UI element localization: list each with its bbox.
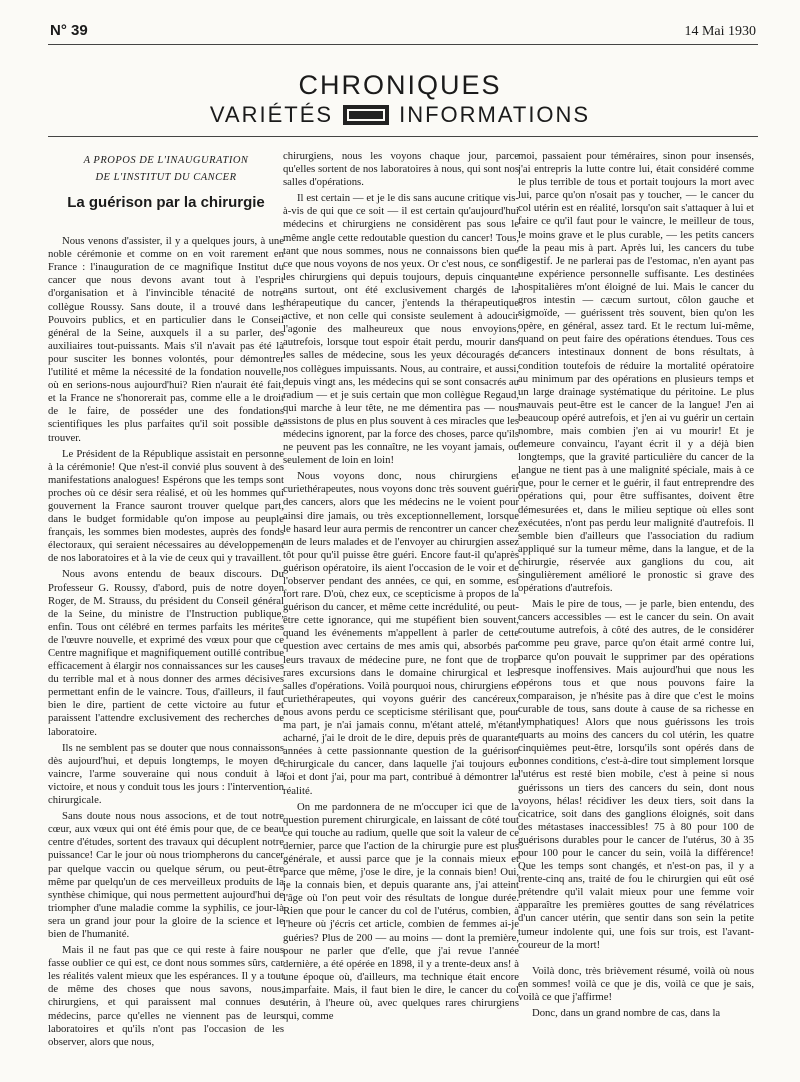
paragraph: Ils ne semblent pas se douter que nous connaissons dès aujourd'hui, et depuis longtemps, le moyen de vaincre, l'arme souveraine qui nous conduit à la victoire, et nous y conduit tous les jours : l'intervention chirurgicale. (48, 741, 284, 807)
article-subtitle-1: A PROPOS DE L'INAUGURATION (83, 155, 249, 166)
article-subtitle-2: DE L'INSTITUT DU CANCER (95, 172, 237, 183)
paragraph: Mais il ne faut pas que ce qui reste à faire nous fasse oublier ce qui est, ce dont nous sommes sûrs, car les réalités valent mieux que les espérances. Il y a tout de même des choses que nous savons, nous, chirurgiens, et qui paraissent mal connues des médecins, parce qu'elles ne viennent pas de leurs laboratoires et qu'ils n'ont pas l'occasion de les observer, alors que nous, (48, 944, 284, 1048)
masthead-rule (48, 136, 758, 137)
header-rule (48, 44, 758, 45)
issue-number: N° 39 (50, 22, 88, 39)
paragraph: Nous voyons donc, nous chirurgiens et curiethérapeutes, nous voyons donc très souvent guérir des cancers, alors que les médecins ne le voient pour ainsi dire jamais, ou très exceptionnellement, lorsque le hasard leur aura permis de rencontrer un cancer chez un de leurs malades et de l'envoyer au chirurgien assez tôt pour qu'il puisse être guéri. Encore faut-il qu'après guérison opératoire, ils aient l'occasion de le voir et de l'observer pendant des années, ce qui, en somme, est fort rare. D'où, chez eux, ce scepticisme à propos de la guérison du cancer, et même cette incrédulité, ou peut-être cette ignorance, qui me stupéfient bien souvent, quand les événements m'appellent à parler de cette question avec certains de mes amis qui, absorbés par leurs travaux de médecine pure, ne font que de trop rares excursions dans le domaine chirurgical et les salles d'opérations. Voilà pourquoi nous, chirurgiens et curiethérapeutes, qui voyons guérir des cancéreux, nous avons perdu ce scepticisme stérilisant que, pour ma part, je n'ai jamais connu, m'étant attelé, m'étant acharné, j'ai le droit de le dire, depuis près de quarante années à cette passionnante question de la guérison chirurgicale du cancer, dans laquelle j'ai toujours eu foi et dont j'ai, pour ma part, contribué à démontrer la réalité. (283, 470, 519, 797)
masthead-logo-icon (343, 105, 389, 125)
masthead-subline (0, 102, 800, 128)
issue-date: 14 Mai 1930 (684, 24, 756, 39)
paragraph: Le Président de la République assistait en personne à la cérémonie! Que n'est-il convié plus souvent à des manifestations analogues! Espérons que les temps sont proches où ce désir sera réalisé, et où les hommes qui gouvernent la France sauront trouver quelque part, dans le budget formidable qu'on impose au peuple français, les sommes bien modestes, auprès des fonds électoraux, qui seraient nécessaires au développement de nos laboratoires et à la vie de ceux qui y travaillent. (48, 447, 284, 565)
paragraph-spacer (518, 955, 754, 965)
paragraph: Il est certain — et je le dis sans aucune critique vis-à-vis de qui que ce soit — il est certain qu'aujourd'hui médecins et chirurgiens ne considèrent pas sous le même angle cette redoutable question du cancer! Tous, tant que nous sommes, nous ne connaissons bien que ce que nous voyons de nos yeux. Or c'est nous, ce sont les chirurgiens qui depuis toujours, depuis cinquante ans surtout, ont été exclusivement chargés de la thérapeutique du cancer, j'entends la thérapeutique active, et non celle qui consiste seulement à adoucir l'agonie des malheureux que nous envoyions, autrefois, lorsque tout espoir était perdu, mourir dans les salles de médecine, sous les yeux découragés de nos collègues impuissants. Nous, au contraire, et aussi, depuis vingt ans, les médecins qui se sont consacrés au radium — et je suis certain que mon collègue Regaud, qui marche à leur tête, ne me démentira pas — nous assistons de plus en plus souvent à ces miracles que les médecins ignorent, par la force des choses, parce qu'ils ne peuvent pas les connaître, ne les voyant jamais, ou seulement de loin en loin! (283, 192, 519, 467)
title-spacer (48, 225, 284, 235)
paragraph: Nous avons entendu de beaux discours. Du Professeur G. Roussy, d'abord, puis de notre doyen Roger, de M. Strauss, du président du Conseil général de la Seine, du ministre de l'Instruction publique, enfin. Tous ont célébré en termes parfaits les mérites de l'œuvre nouvelle, et exprimé des vœux pour que ce Centre magnifique et magnifiquement outillé contribue efficacement à élargir nos connaissances sur les causes du terrible mal et à nous donner des armes décisives permettant enfin de le vaincre. Tous, d'ailleurs, il faut bien le dire, partient de cette victoire au futur et paraissent l'attendre exclusivement des recherches de laboratoire. (48, 568, 284, 738)
paragraph: chirurgiens, nous les voyons chaque jour, parce qu'elles sortent de nos laboratoires à nous, qui sont nos salles d'opérations. (283, 150, 519, 189)
paragraph: Nous venons d'assister, il y a quelques jours, à une noble cérémonie et comme on en voit rarement en France : l'inauguration de ce magnifique Institut du cancer que nous devons avant tout à l'esprit d'organisation et à l'invincible ténacité de notre collègue Roussy. Sans doute, il a trouvé dans les Pouvoirs publics, et en particulier dans le Conseil général de la Seine, auxquels il a su parler, des auxiliaires tout-puissants. Mais s'il n'avait pas été là pour susciter les bonnes volontés, pour démontrer l'utilité et même la nécessité de la fondation nouvelle, où en serions-nous aujourd'hui? Rien n'aurait été fait, et la France ne s'honorerait pas, comme elle a le droit de le faire, de posséder une des fondations scientifiques les plus parfaites qu'il soit possible de trouver. (48, 235, 284, 444)
article-title: La guérison par la chirurgie (67, 194, 265, 211)
column-3 (518, 150, 754, 1023)
masthead-chroniques: CHRONIQUES (298, 70, 502, 100)
column-1 (48, 150, 284, 1052)
paragraph: Voilà donc, très brièvement résumé, voilà où nous en sommes! voilà ce que je dis, voilà ce que je sais, voilà ce que j'affirme! (518, 964, 754, 1003)
masthead-informations: INFORMATIONS (399, 102, 591, 127)
paragraph: Sans doute nous nous associons, et de tout notre cœur, aux vœux qui ont été émis pour que, de ce beau centre d'études, sortent des travaux qui décuplent notre puissance! Car le jour où nous triompherons du cancer par quelque vaccin ou quelque sérum, ou peut-être même par quelqu'un de ces merveilleux produits de la synthèse chimique, qui nous permettent aujourd'hui de triompher d'une maladie comme la syphilis, ce jour-là sera un grand jour pour la gloire de la science et le bien de l'humanité. (48, 810, 284, 940)
paragraph: Mais le pire de tous, — je parle, bien entendu, des cancers accessibles — est le cancer du sein. On avait coutume autrefois, à côté des autres, de le considérer comme peu grave, parce qu'on était armé contre lui, parce qu'on pouvait le supprimer par des opérations presque inoffensives. Mais aujourd'hui que nous les opérons tous et que nous pouvons faire la comparaison, je n'hésite pas à dire que c'est le moins curable de tous, sans doute à cause de sa richesse en lymphatiques! Alors que nous guérissons les trois quarts au moins des cancers du col utérin, les quatre cinquièmes peut-être, lorsqu'ils sont opérés dans de bonnes conditions, c'est-à-dire tout simplement lorsque l'utérus est resté bien mobile, c'est à peine si nous guérissons un tiers des cancers du sein, dont nous voyons, hélas! récidiver les deux tiers, soit dans la cicatrice, soit dans des ganglions éloignés, soit dans des métastases inaccessibles! 75 à 80 pour 100 de guérisons durables pour le cancer de l'utérus, 30 à 35 pour 100 pour le cancer du sein, voilà la différence! Que les temps sont changés, et n'est-on pas, il y a trente-cinq ans, traité de fou le chirurgien qui eût osé prétendre qu'il valait mieux pour une femme voir apparaître les premières gouttes de sang révélatrices d'un cancer utérin, que sentir dans son sein la petite tumeur indolente qui, une fois sur trois, est l'avant-coureur de la mort! (518, 598, 754, 951)
column-2 (283, 150, 519, 1026)
paragraph: On me pardonnera de ne m'occuper ici que de la question purement chirurgicale, en laissant de côté tout ce qui touche au radium, quelle que soit la valeur de ce dernier, parce que l'action de la chirurgie pure est plus générale, et aussi parce que je la connais mieux et parce que même, j'ose le dire, je la connais bien! Oui, je la connais bien, et depuis quarante ans, j'ai atteint l'âge où l'on peut voir des résultats de longue durée. Rien que pour le cancer du col de l'utérus, combien, à l'heure où j'écris cet article, combien de femmes ai-je guéries? Plus de 200 — au moins — dont la première, pour ne parler que d'elle, que j'ai revue l'année dernière, a été opérée en 1898, il y a trente-deux ans! à une époque où, d'ailleurs, ma technique était encore imparfaite. Mais, il faut bien le dire, le cancer du col utérin, à l'heure où, avec quelques rares chirurgiens qui, comme (283, 800, 519, 1023)
paragraph: moi, passaient pour téméraires, sinon pour insensés, j'ai entrepris la lutte contre lui, était considéré comme le plus terrible de tous et portait toujours la mort avec lui, parce qu'on n'osait pas y toucher, — le cancer du col utérin est en réalité, lorsqu'on sait s'attaquer à lui et faire ce qu'il faut pour le vaincre, le meilleur de tous, le moins grave et le plus curable, — les petits cancers de la peau mis à part. Après lui, les cancers du tube digestif. Je ne parlerai pas de l'estomac, n'en ayant pas une expérience personnelle suffisante. Les destinées hospitalières m'ont éloigné de lui. Mais le cancer du gros intestin — cæcum surtout, côlon gauche et sigmoïde, — guérissent très souvent, bien qu'on les opère, en général, assez tard. Et le rectum lui-même, quand on peut faire des opérations étendues. Tous ces cancers intestinaux donnent de bons résultats, à condition toutefois de réduire la mortalité opératoire au minimum par des opérations en plusieurs temps et un large drainage systématique du péritoine. Le plus mauvais peut-être est le cancer de la langue! J'en ai beaucoup opéré autrefois, et j'en ai vu guérir un certain nombre, mais combien j'en ai vu mourir! Et je demeure convaincu, l'ayant écrit il y a déjà bien longtemps, que la gravité particulière du cancer de la langue ne tient pas à une malignité spéciale, mais à ce que, pour le cerner et le guérir, il faut entreprendre des opérations qui, pour être suffisantes, doivent être démesurées et, dans le milieu septique où elles sont exécutées, n'ont pas perdu leur malignité d'autrefois. Il semble bien d'ailleurs que l'association du radium appliqué sur la tumeur même, dans la langue, et de la chirurgie, réservée aux ganglions du cou, ait singulièrement amélioré le pronostic si grave des opérations d'autrefois. (518, 150, 754, 595)
paragraph: Donc, dans un grand nombre de cas, dans la (532, 1007, 721, 1019)
masthead-varietes: VARIÉTÉS (209, 102, 334, 127)
